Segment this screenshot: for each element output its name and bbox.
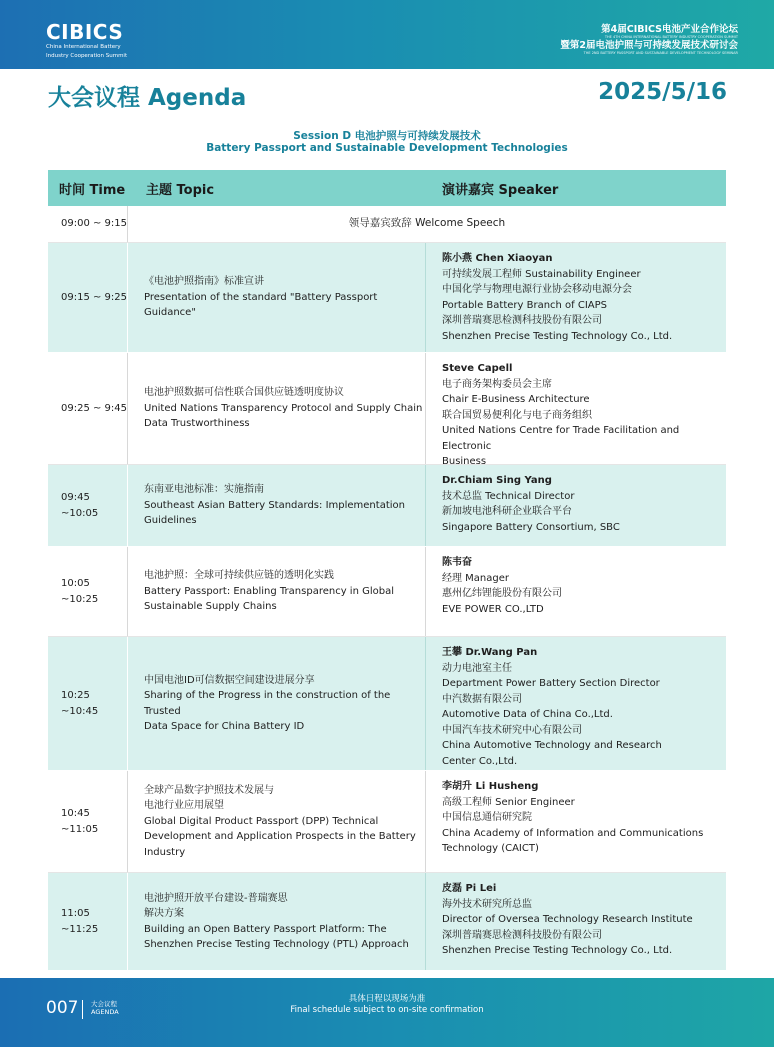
speaker-line: 高级工程师 Senior Engineer [442, 796, 575, 808]
speaker-line: 联合国贸易便利化与电子商务组织 [442, 409, 592, 421]
row-speaker [426, 465, 726, 546]
speaker-name: 王攀 Dr.Wang Pan [442, 647, 538, 658]
speaker-line: 电子商务架构委员会主席 [442, 378, 552, 390]
topic-line: 电池护照数据可信性联合国供应链透明度协议 [144, 387, 344, 399]
table-row [48, 465, 726, 546]
speaker-line: 动力电池室主任 [442, 662, 512, 674]
row-speaker [426, 771, 726, 872]
table-header [48, 170, 726, 206]
topic-line: Guidelines [144, 515, 197, 527]
speaker-line: Chair E-Business Architecture [442, 394, 590, 405]
page-number: 007 [46, 998, 79, 1018]
topic-line: Sharing of the Progress in the construction of the Trusted [144, 690, 391, 717]
speaker-line: 可持续发展工程师 Sustainability Engineer [442, 268, 641, 280]
topic-line: 中国电池ID可信数据空间建设进展分享 [144, 674, 315, 686]
speaker-line: Shenzhen Precise Testing Technology Co., Ltd. [442, 945, 673, 956]
footer-label-cn: 大会议程 [91, 1000, 117, 1008]
speaker-line: 技术总监 Technical Director [442, 490, 575, 502]
agenda-date: 2025/5/16 [598, 79, 727, 105]
table-row [48, 353, 726, 467]
speaker-line: 中国信息通信研究院 [442, 812, 532, 823]
table-row [48, 771, 726, 872]
speaker-line: 中国汽车技术研究中心有限公司 [442, 724, 582, 736]
speaker-line: Portable Battery Branch of CIAPS [442, 299, 608, 311]
table-row [48, 873, 726, 970]
row-topic [128, 547, 426, 636]
speaker-name: Steve Capell [442, 363, 513, 374]
speaker-line: 深圳普瑞赛思检测科技股份有限公司 [442, 929, 602, 941]
footer-note-en: Final schedule subject to on-site confirmation [290, 1005, 484, 1015]
row-time: 09:45 ~10:05 [48, 465, 128, 546]
topic-line: Data Trustworthiness [144, 418, 250, 430]
cibics-logo [46, 22, 127, 60]
topic-line: Southeast Asian Battery Standards: Implementation [144, 499, 405, 511]
row-speaker [426, 547, 726, 636]
topic-line: Building an Open Battery Passport Platform: The [144, 923, 387, 935]
topic-line: Shenzhen Precise Testing Technology (PTL) Approach [144, 939, 409, 950]
row-time: 09:00 ~ 9:15 [48, 206, 128, 242]
topic-line: 电池护照：全球可持续供应链的透明化实践 [144, 570, 334, 582]
header-band [0, 0, 774, 69]
topic-line: Global Digital Product Passport (DPP) Technical [144, 815, 379, 827]
header-time: 时间 Time [59, 182, 126, 198]
event-title-line2: 暨第2届电池护照与可持续发展技术研讨会 [560, 40, 738, 51]
speaker-line: 中汽数据有限公司 [442, 693, 522, 705]
table-row [48, 243, 726, 352]
topic-line: 东南亚电池标准：实施指南 [144, 484, 264, 496]
table-row [48, 547, 726, 636]
logo-subtitle-2: Industry Cooperation Summit [46, 53, 128, 59]
logo-text: CIBICS [46, 20, 124, 44]
topic-line: 电池护照开放平台建设-普瑞赛思 [144, 892, 288, 904]
row-time: 10:05 ~10:25 [48, 547, 128, 636]
topic-line: United Nations Transparency Protocol and Supply Chain [144, 402, 423, 414]
speaker-line: EVE POWER CO.,LTD [442, 603, 544, 615]
topic-line: Battery Passport: Enabling Transparency in Global [144, 585, 394, 597]
agenda-table [48, 170, 726, 970]
speaker-line: 经理 Manager [442, 572, 510, 584]
speaker-line: 深圳普瑞赛思检测科技股份有限公司 [442, 315, 602, 326]
table-row-welcome [48, 206, 726, 242]
row-time: 10:25 ~10:45 [48, 637, 128, 770]
row-topic [128, 637, 426, 770]
row-topic [128, 353, 426, 464]
welcome-speech: 领导嘉宾致辞 Welcome Speech [348, 217, 506, 230]
footer-label-en: AGENDA [91, 1008, 119, 1016]
row-speaker [426, 353, 726, 467]
speaker-line: Department Power Battery Section Director [442, 678, 660, 689]
footer-note-cn: 具体日程以现场为准 [348, 994, 426, 1004]
topic-line: 全球产品数字护照技术发展与 [144, 784, 274, 796]
speaker-name: Dr.Chiam Sing Yang [442, 475, 552, 486]
row-time: 09:25 ~ 9:45 [48, 353, 128, 464]
speaker-line: China Academy of Information and Communications [442, 827, 704, 839]
page-title: 大会议程 Agenda [48, 85, 247, 111]
topic-line: Sustainable Supply Chains [144, 601, 277, 613]
table-row [48, 637, 726, 770]
topic-line: 电池行业应用展望 [144, 800, 224, 812]
session-title-cn: Session D 电池护照与可持续发展技术 [293, 130, 481, 142]
speaker-line: 惠州亿纬锂能股份有限公司 [442, 588, 562, 599]
event-title-line1: 第4届CIBICS电池产业合作论坛 [601, 24, 738, 35]
session-title-en: Battery Passport and Sustainable Development Technologies [206, 142, 568, 154]
speaker-line: 海外技术研究所总监 [442, 898, 532, 910]
row-speaker [426, 873, 726, 970]
speaker-line: 中国化学与物理电源行业协会移动电源分会 [442, 284, 632, 295]
speaker-name: 陈小燕 Chen Xiaoyan [442, 253, 553, 264]
speaker-name: 李胡升 Li Husheng [442, 781, 539, 792]
speaker-name: 皮磊 Pi Lei [442, 883, 497, 894]
topic-line: Presentation of the standard "Battery Passport Guidance" [144, 291, 378, 319]
topic-line: 解决方案 [144, 908, 184, 919]
row-time: 09:15 ~ 9:25 [48, 243, 128, 352]
header-topic: 主题 Topic [146, 182, 215, 198]
footer-band [0, 978, 774, 1047]
speaker-line: United Nations Centre for Trade Facilitation and Electronic [442, 425, 680, 452]
row-topic [128, 873, 426, 970]
row-speaker [426, 637, 726, 770]
event-title-line1-en: THE 4TH CHINA INTERNATIONAL BATTERY INDUSTRY COOPERATION SUMMIT [604, 35, 738, 39]
logo-subtitle-1: China International Battery [46, 44, 121, 50]
speaker-line: Director of Oversea Technology Research Institute [442, 914, 693, 925]
speaker-line: Automotive Data of China Co.,Ltd. [442, 709, 613, 720]
speaker-line: Center Co.,Ltd. [442, 755, 518, 767]
speaker-line: Singapore Battery Consortium, SBC [442, 521, 620, 533]
row-speaker [426, 243, 726, 352]
row-time: 11:05 ~11:25 [48, 873, 128, 970]
row-topic [128, 465, 426, 546]
event-title-line2-en: THE 2ND BATTERY PASSPORT AND SUSTAINABLE DEVELOPMENT TECHNOLOGY SEMINAR [583, 51, 738, 55]
speaker-name: 陈韦奋 [442, 557, 472, 568]
row-topic [128, 243, 426, 352]
speaker-line: 新加坡电池科研企业联合平台 [442, 506, 572, 517]
row-topic [128, 771, 426, 872]
topic-line: Data Space for China Battery ID [144, 721, 305, 732]
row-time: 10:45 ~11:05 [48, 771, 128, 872]
speaker-line: Technology (CAICT) [442, 843, 539, 854]
event-title [560, 24, 738, 56]
topic-line: 《电池护照指南》标准宣讲 [144, 276, 264, 288]
speaker-line: Business [442, 456, 487, 467]
topic-line: Development and Application Prospects in the Battery [144, 831, 416, 843]
speaker-line: China Automotive Technology and Research [442, 740, 662, 751]
topic-line: Industry [144, 846, 186, 858]
header-speaker: 演讲嘉宾 Speaker [442, 182, 559, 198]
speaker-line: Shenzhen Precise Testing Technology Co., Ltd. [442, 330, 673, 342]
